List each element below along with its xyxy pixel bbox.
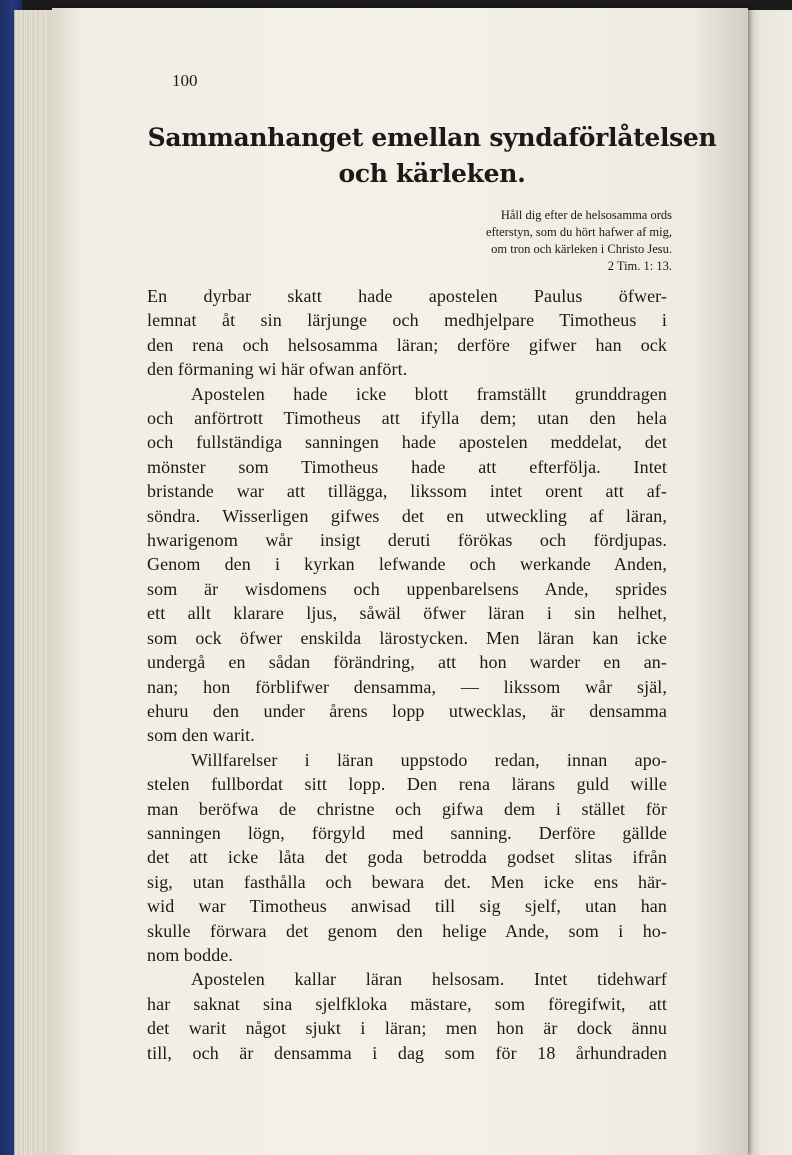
epigraph-reference: 2 Tim. 1: 13. — [607, 259, 672, 273]
text-line: man beröfwa de christne och gifwa dem i stället för — [147, 798, 667, 819]
epigraph-line: om tron och kärleken i Christo Jesu. — [491, 242, 672, 256]
epigraph-line: efterstyn, som du hört hafwer af mig, — [485, 225, 672, 239]
text-line: sig, utan fasthålla och bewara det. Men icke ens här- — [147, 871, 667, 892]
text-line: sanningen lögn, förgyld med sanning. Derföre gällde — [147, 822, 667, 843]
text-line: den förmaning wi här ofwan anfört. — [147, 359, 408, 380]
text-line: som den warit. — [147, 725, 255, 746]
text-line: mönster som Timotheus hade att efterfölja. Intet — [147, 456, 667, 477]
text-line: Willfarelser i läran uppstodo redan, innan apo- — [191, 749, 667, 770]
facing-page-edge — [742, 10, 792, 1155]
chapter-title-line-2: och kärleken. — [338, 159, 526, 188]
text-line: hwarigenom wår insigt deruti förökas och fördjupas. — [147, 530, 667, 551]
text-line: söndra. Wisserligen gifwes det en utweckling af läran, — [147, 505, 667, 526]
text-line: har saknat sina sjelfkloka mästare, som föregifwit, att — [147, 993, 667, 1014]
text-line: det att icke låta det goda betrodda godset slitas ifrån — [147, 847, 667, 868]
body-text — [147, 284, 667, 1065]
text-line: wid war Timotheus anwisad till sig sjelf, utan han — [147, 896, 667, 917]
page-number: 100 — [172, 71, 198, 90]
text-line: Apostelen kallar läran helsosam. Intet tidehwarf — [191, 969, 667, 990]
chapter-title-line-1: Sammanhanget emellan syndaförlåtelsen — [147, 123, 717, 152]
text-line: bristande war att tillägga, likssom intet orent att af- — [147, 481, 667, 502]
text-line: och anförtrott Timotheus att ifylla dem; utan den hela — [147, 408, 667, 429]
text-line: undergå en sådan förändring, att hon warder en an- — [147, 652, 667, 673]
text-line: ehuru den under årens lopp utwecklas, är densamma — [147, 700, 667, 721]
text-line: En dyrbar skatt hade apostelen Paulus öfwer- — [147, 286, 667, 306]
text-line: Apostelen hade icke blott framställt grunddragen — [191, 383, 667, 404]
text-line: skulle förwara det genom den helige Ande, som i ho- — [147, 920, 667, 941]
text-line: ett allt klarare ljus, såwäl öfwer läran i sin helhet, — [147, 603, 667, 624]
epigraph-line: Håll dig efter de helsosamma ords — [500, 208, 672, 222]
text-line: det warit något sjukt i läran; men hon är dock ännu — [147, 1018, 667, 1039]
text-line: nan; hon förblifwer densamma, — likssom wår själ, — [147, 676, 667, 697]
text-line: Genom den i kyrkan lefwande och werkande Anden, — [147, 554, 667, 575]
text-line: och fullständiga sanningen hade apostelen meddelat, det — [147, 432, 667, 453]
text-line: som är wisdomens och uppenbarelsens Ande, sprides — [147, 578, 667, 599]
text-line: lemnat åt sin lärjunge och medhjelpare Timotheus i — [147, 310, 667, 331]
chapter-title — [132, 120, 732, 192]
text-line: nom bodde. — [147, 944, 233, 965]
text-line: till, och är densamma i dag som för 18 århundraden — [147, 1042, 667, 1063]
text-line: den rena och helsosamma läran; derföre gifwer han ock — [147, 334, 667, 355]
epigraph — [402, 207, 672, 275]
text-line: stelen fullbordat sitt lopp. Den rena lärans guld wille — [147, 774, 667, 795]
book-page — [52, 8, 748, 1155]
text-line: som ock öfwer enskilda lärostycken. Men läran kan icke — [147, 627, 667, 648]
